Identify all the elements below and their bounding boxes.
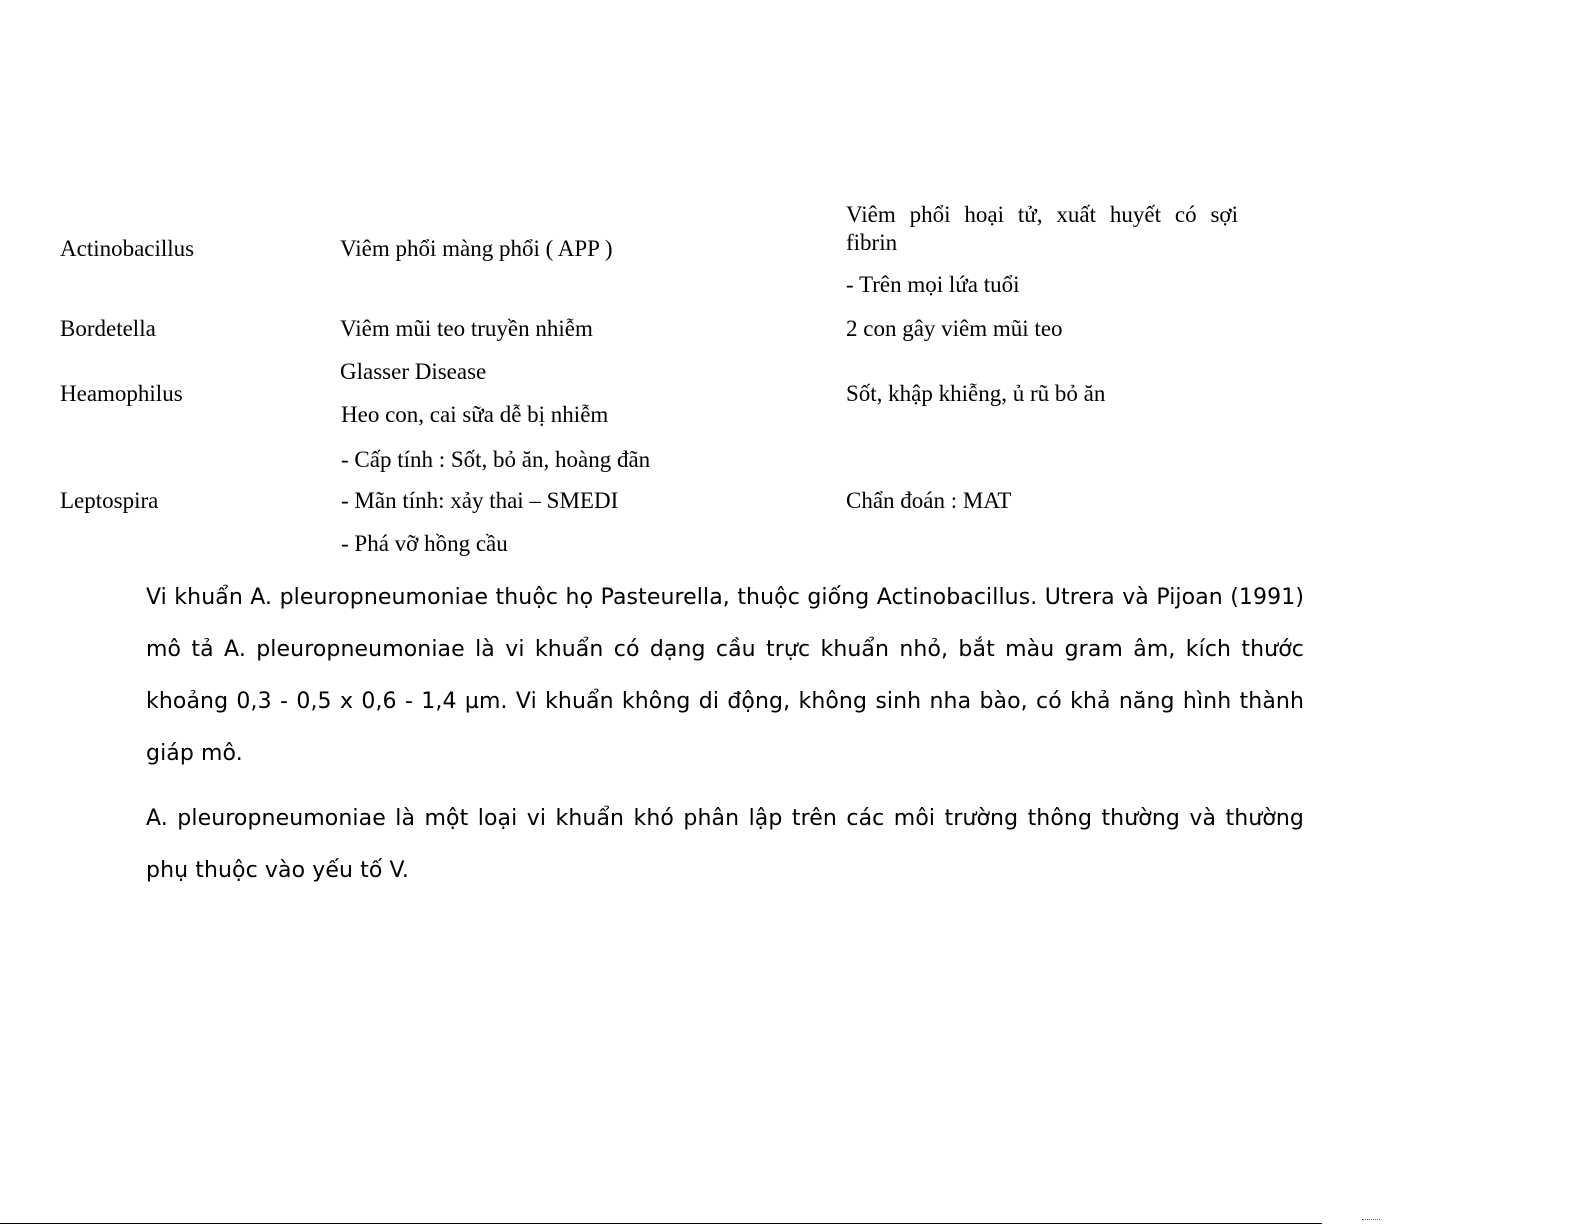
table-row-note: Viêm phổi hoại tử, xuất huyết có sợi — [846, 202, 1238, 227]
table-row-disease: Viêm phổi màng phổi ( APP ) — [340, 236, 613, 261]
table-row-note: - Trên mọi lứa tuổi — [846, 272, 1020, 297]
paragraph: Vi khuẩn A. pleuropneumoniae thuộc họ Pasteurella, thuộc giống Actinobacillus. Utrera và Pijoan (1991) mô tả A. pleuropneumoniae là vi khuẩn có dạng cầu trực khuẩn nhỏ, bắt màu gram âm, kích thước khoảng 0,3 - 0,5 x 0,6 - 1,4 µm. Vi khuẩn không di động, không sinh nha bào, có khả năng hình thành giáp mô. — [146, 585, 1304, 766]
table-row-name: Heamophilus — [60, 381, 183, 406]
table-row-disease: Viêm mũi teo truyền nhiễm — [340, 316, 593, 341]
table-row-note: 2 con gây viêm mũi teo — [846, 316, 1063, 341]
table-row-note: Sốt, khập khiễng, ủ rũ bỏ ăn — [846, 381, 1106, 406]
table-row-name: Actinobacillus — [60, 236, 195, 261]
page-bottom-rule — [0, 1223, 1322, 1224]
body-text — [146, 572, 1304, 897]
paragraph: A. pleuropneumoniae là một loại vi khuẩn khó phân lập trên các môi trường thông thường và thường phụ thuộc vào yếu tố V. — [146, 806, 1304, 883]
table-row-name: Leptospira — [60, 488, 159, 513]
table-row-disease: - Phá vỡ hồng cầu — [341, 531, 508, 556]
table-row-disease: - Mãn tính: xảy thai – SMEDI — [341, 488, 619, 513]
table-row-note: fibrin — [846, 230, 898, 255]
table-row-disease: Glasser Disease — [340, 359, 487, 384]
table-row-disease: - Cấp tính : Sốt, bỏ ăn, hoàng đãn — [341, 447, 651, 472]
table-row-note: Chẩn đoán : MAT — [846, 488, 1012, 513]
page-edge-mark — [1362, 1219, 1380, 1222]
table-row-disease: Heo con, cai sữa dễ bị nhiễm — [341, 402, 609, 427]
table-row-name: Bordetella — [60, 316, 156, 341]
